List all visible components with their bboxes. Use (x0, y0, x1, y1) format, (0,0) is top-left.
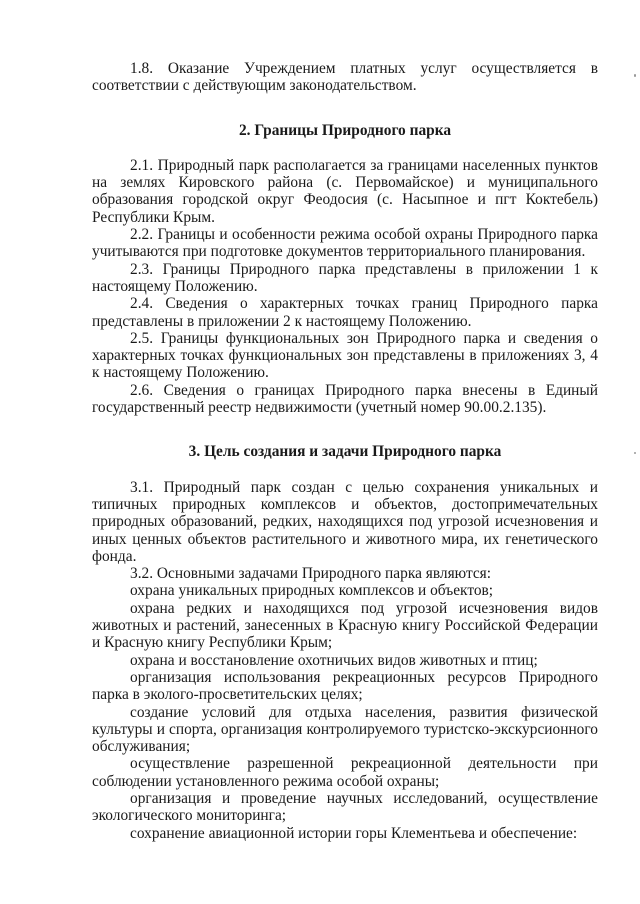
paragraph-2-1: 2.1. Природный парк располагается за границами населенных пунктов на землях Кировского района (с. Первомайское) и муниципального образования городской округ Феодосия (с. Насыпное и пгт Коктебель) Республики Крым. (92, 156, 598, 226)
task-item: сохранение авиационной истории горы Клементьева и обеспечение: (130, 824, 578, 842)
document-body (92, 60, 598, 842)
task-item: охрана редких и находящихся под угрозой исчезновения видов животных и растений, занесенных в Красную книгу Российской Федерации и Красную книгу Республики Крым; (92, 599, 598, 652)
section-3-heading: 3. Цель создания и задачи Природного парка (188, 443, 502, 461)
paragraph-1-8: 1.8. Оказание Учреждением платных услуг осуществляется в соответствии с действующим законодательством. (92, 60, 598, 95)
paragraph-3-1: 3.1. Природный парк создан с целью сохранения уникальных и типичных природных комплексов и объектов, достопримечательных природных образований, редких, находящихся под угрозой исчезновения и иных ценных объектов растительного и животного мира, их генетического фонда. (92, 478, 598, 565)
section-2-heading: 2. Границы Природного парка (238, 121, 452, 139)
task-item: создание условий для отдыха населения, развития физической культуры и спорта, организация контролируемого туристско-экскурсионного обслуживания; (92, 703, 598, 756)
task-item: осуществление разрешенной рекреационной деятельности при соблюдении установленного режима особой охраны; (92, 755, 598, 790)
paragraph-2-3: 2.3. Границы Природного парка представлены в приложении 1 к настоящему Положению. (92, 260, 598, 295)
paragraph-2-6: 2.6. Сведения о границах Природного парка внесены в Единый государственный реестр недвижимости (учетный номер 90.00.2.135). (92, 381, 598, 417)
scan-edge-mark (634, 452, 636, 454)
task-item: охрана уникальных природных комплексов и объектов; (130, 582, 494, 600)
paragraph-2-5: 2.5. Границы функциональных зон Природного парка и сведения о характерных точках функциональных зон представлены в приложениях 3, 4 к настоящему Положению. (92, 329, 598, 382)
paragraph-2-2: 2.2. Границы и особенности режима особой охраны Природного парка учитываются при подготовке документов территориального планирования. (92, 226, 598, 261)
task-item: охрана и восстановление охотничьих видов животных и птиц; (130, 651, 538, 669)
task-item: организация и проведение научных исследований, осуществление экологического мониторинга; (92, 789, 598, 825)
paragraph-3-2: 3.2. Основными задачами Природного парка являются: (130, 565, 492, 583)
scan-edge-mark (634, 74, 636, 77)
paragraph-2-4: 2.4. Сведения о характерных точках границ Природного парка представлены в приложении 2 к настоящему Положению. (92, 295, 598, 330)
task-item: организация использования рекреационных ресурсов Природного парка в эколого-просветительских целях; (92, 668, 598, 704)
